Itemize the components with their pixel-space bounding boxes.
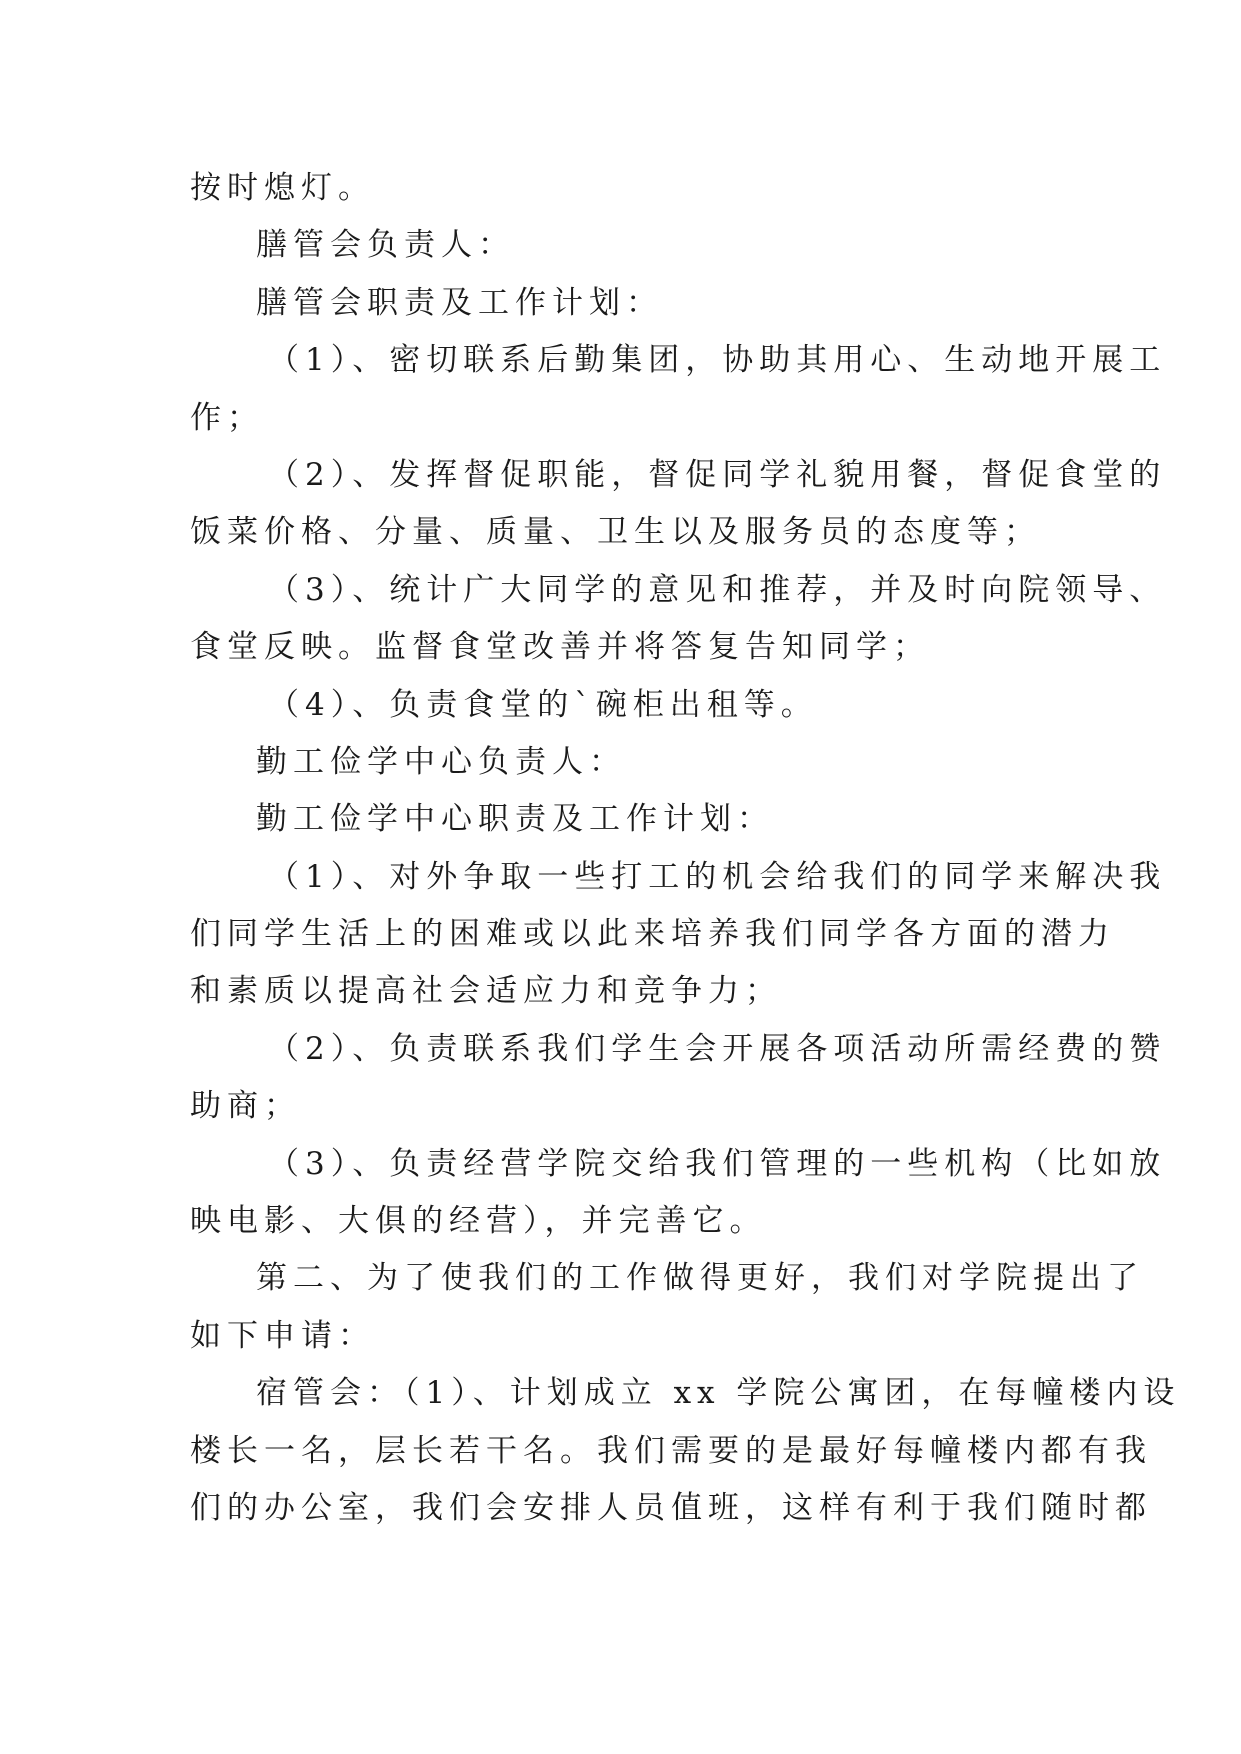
- text-line: 们同学生活上的困难或以此来培养我们同学各方面的潜力: [190, 916, 1115, 953]
- text-line: 们的办公室，我们会安排人员值班，这样有利于我们随时都: [190, 1489, 1152, 1526]
- text-line: （1）、对外争取一些打工的机会给我们的同学来解决我: [268, 858, 1167, 895]
- document-body: [190, 160, 1181, 1537]
- text-line: 勤工俭学中心负责人：: [256, 743, 626, 780]
- text-line: 和素质以提高社会适应力和竞争力；: [190, 973, 782, 1010]
- text-line: 第二、为了使我们的工作做得更好，我们对学院提出了: [256, 1260, 1144, 1297]
- text-line: 勤工俭学中心职责及工作计划：: [256, 801, 774, 838]
- text-line: 作；: [190, 399, 264, 436]
- text-line: （2）、发挥督促职能，督促同学礼貌用餐，督促食堂的: [268, 456, 1167, 493]
- text-line: 食堂反映。监督食堂改善并将答复告知同学；: [190, 629, 930, 666]
- text-line: 如下申请：: [190, 1317, 375, 1354]
- text-line: （3）、统计广大同学的意见和推荐，并及时向院领导、: [268, 571, 1167, 608]
- text-line: （3）、负责经营学院交给我们管理的一些机构（比如放: [268, 1145, 1167, 1182]
- text-line: 按时熄灯。: [190, 170, 375, 206]
- text-line: 映电影、大俱的经营），并完善它。: [190, 1203, 767, 1240]
- text-line: 膳管会负责人：: [256, 227, 515, 264]
- text-line: 助商；: [190, 1088, 301, 1125]
- text-line: （1）、密切联系后勤集团，协助其用心、生动地开展工: [268, 342, 1167, 379]
- text-line: 宿管会：（1）、计划成立 xx 学院公寓团，在每幢楼内设: [256, 1375, 1181, 1412]
- text-line: （2）、负责联系我们学生会开展各项活动所需经费的赞: [268, 1030, 1167, 1067]
- text-line: （4）、负责食堂的`碗柜出租等。: [268, 686, 818, 723]
- text-line: 楼长一名，层长若干名。我们需要的是最好每幢楼内都有我: [190, 1432, 1152, 1469]
- text-line: 膳管会职责及工作计划：: [256, 284, 663, 321]
- text-line: 饭菜价格、分量、质量、卫生以及服务员的态度等；: [190, 514, 1041, 551]
